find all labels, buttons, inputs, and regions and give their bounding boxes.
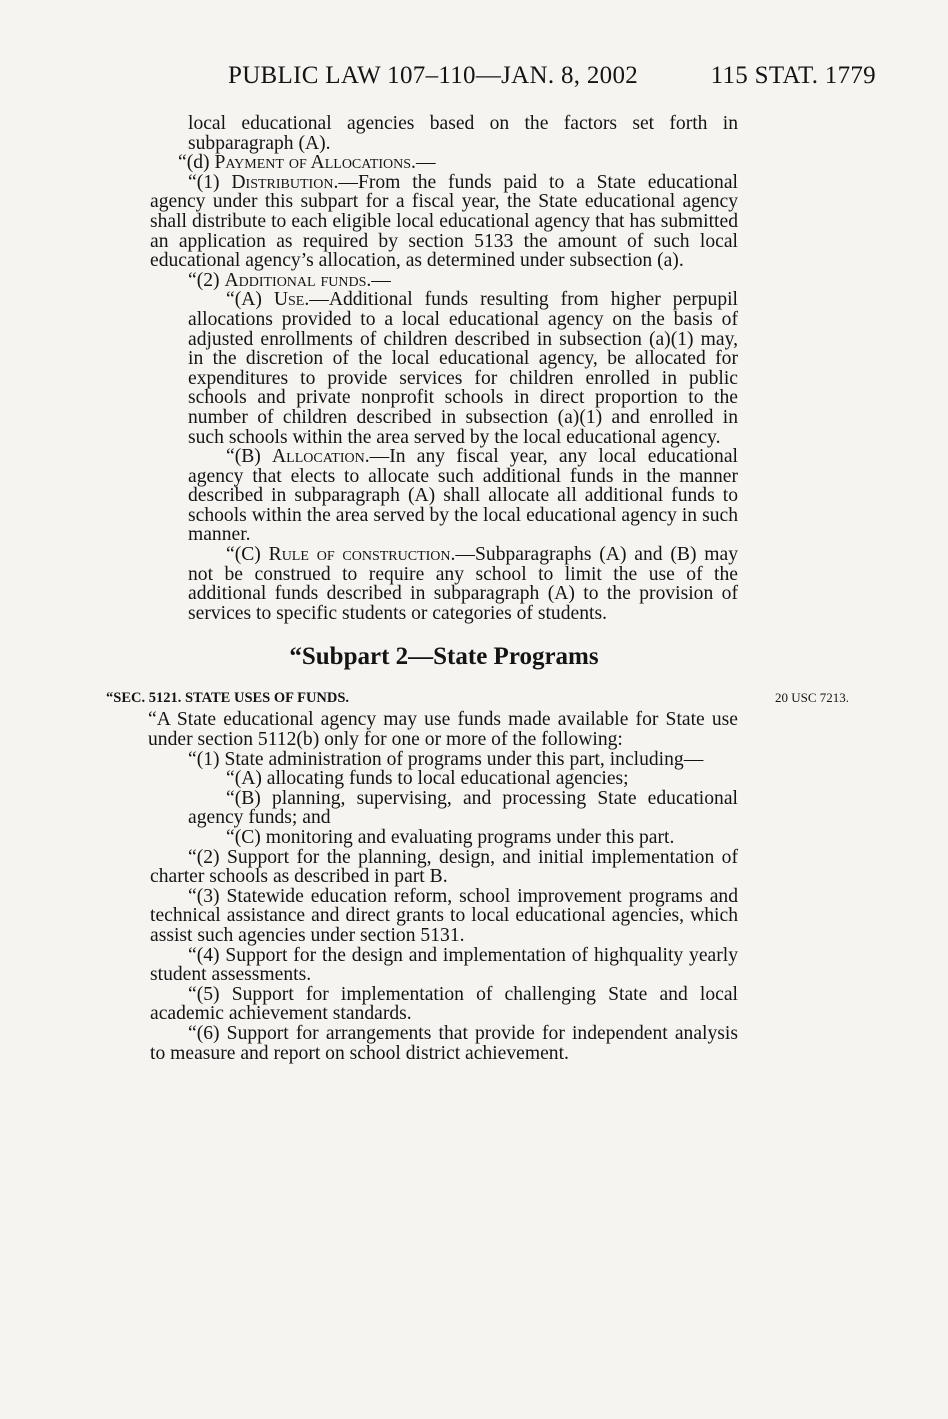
document-body [106, 113, 849, 1064]
usc-margin-note: 20 USC 7213. [774, 690, 849, 706]
section-item-3: “(3) Statewide education reform, school improvement programs and technical assistance and direct grants to local educational agencies, which assist such agencies under section 5131. [150, 885, 738, 946]
running-title: PUBLIC LAW 107–110—JAN. 8, 2002 [228, 62, 639, 89]
section-item-1A: “(A) allocating funds to local educational agencies; [226, 768, 629, 790]
page-header [0, 62, 948, 94]
section-item-2: “(2) Support for the planning, design, and initial implementation of charter schools as described in part B. [150, 846, 738, 888]
section-item-1B: “(B) planning, supervising, and processing State educational agency funds; and [188, 787, 738, 829]
statute-page-number: 115 STAT. 1779 [710, 62, 876, 89]
section-item-5: “(5) Support for implementation of challenging State and local academic achievement standards. [150, 983, 738, 1025]
section-item-1C: “(C) monitoring and evaluating programs under this part. [226, 827, 675, 848]
paragraph-d1: “(1) Distribution.—From the funds paid to a State educational agency under this subpart for a fiscal year, the State educational agency shall distribute to each eligible local educational agency that has submitted an application as required by section 5133 the amount of such local educational agency’s allocation, as determined under subsection (a). [150, 171, 738, 272]
subparagraph-C: “(C) Rule of construction.—Subparagraphs (A) and (B) may not be construed to require any school to limit the use of the additional funds described in subparagraph (A) to the provision of services to specific students or categories of students. [188, 544, 739, 624]
subparagraph-A: “(A) Use.—Additional funds resulting from higher perpupil allocations provided to a local educational agency on the basis of adjusted enrollments of children described in subsection (a)(1) may, in the discretion of the local educational agency, be allocated for expenditures to provide services for children enrolled in public schools and private nonprofit schools in direct proportion to the number of children described in subsection (a)(1) and enrolled in such schools within the area served by the local educational agency. [188, 289, 739, 448]
subpart-heading: “Subpart 2—State Programs [289, 643, 599, 671]
subparagraph-B: “(B) Allocation.—In any fiscal year, any local educational agency that elects to allocate such additional funds in the manner described in subparagraph (A) shall allocate all additional funds to schools within the area served by the local educational agency in such manner. [188, 446, 738, 546]
subsection-d-heading: “(d) Payment of Allocations.— [178, 152, 436, 174]
section-item-1: “(1) State administration of programs under this part, including— [188, 748, 704, 770]
section-intro: “A State educational agency may use funds made available for State use under section 5112(b) only for one or more of the following: [148, 709, 738, 751]
continuation-paragraph: local educational agencies based on the factors set forth in subparagraph (A). [188, 113, 738, 154]
section-item-4: “(4) Support for the design and implementation of highquality yearly student assessments. [150, 944, 738, 986]
paragraph-d2-heading: “(2) Additional funds.— [188, 269, 391, 291]
section-heading: “SEC. 5121. STATE USES OF FUNDS. 20 USC 7213. [106, 690, 849, 707]
section-item-6: “(6) Support for arrangements that provide for independent analysis to measure and report on school district achievement. [150, 1022, 738, 1064]
